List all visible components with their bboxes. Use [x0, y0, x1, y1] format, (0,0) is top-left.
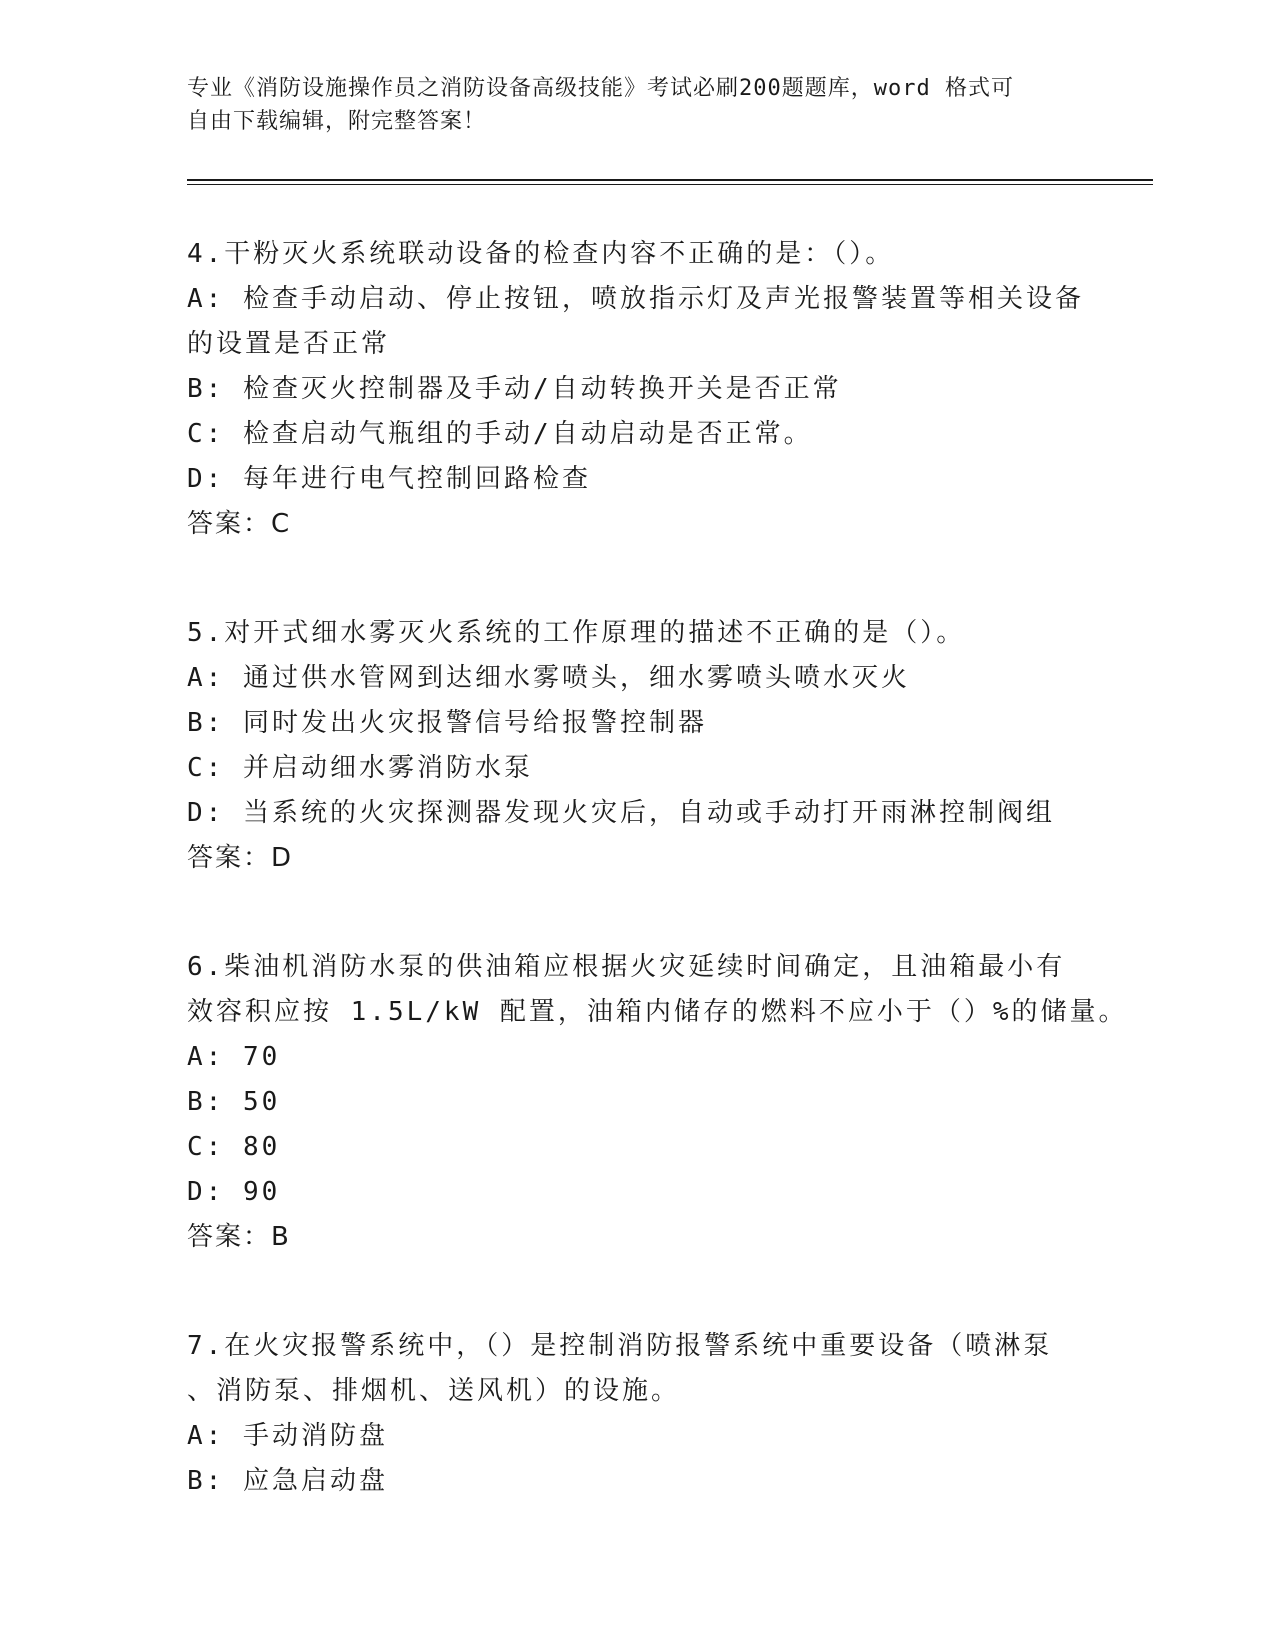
- option-a-continued: 的设置是否正常: [187, 329, 391, 359]
- answer-label: 答案：C: [187, 509, 292, 539]
- document-header: [187, 72, 1067, 138]
- header-line-2: 自由下载编辑，附完整答案！: [187, 109, 487, 134]
- option-b: B: 同时发出火灾报警信号给报警控制器: [187, 708, 707, 738]
- option-c: C: 检查启动气瓶组的手动/自动启动是否正常。: [187, 419, 813, 449]
- option-b: B: 50: [187, 1087, 281, 1117]
- question-stem: 6.柴油机消防水泵的供油箱应根据火灾延续时间确定，且油箱最小有: [187, 952, 1066, 982]
- option-c: C: 80: [187, 1132, 281, 1162]
- question-spacer: [187, 1260, 1127, 1324]
- question-list: [187, 232, 1127, 1504]
- option-d: D: 90: [187, 1177, 281, 1207]
- question-stem: 4.干粉灭火系统联动设备的检查内容不正确的是：（）。: [187, 239, 895, 269]
- question-spacer: [187, 547, 1127, 611]
- option-b: B: 检查灭火控制器及手动/自动转换开关是否正常: [187, 374, 842, 404]
- answer-label: 答案：B: [187, 1222, 291, 1252]
- header-divider-thin: [187, 184, 1153, 185]
- question-stem-continued: 效容积应按 1.5L/kW 配置，油箱内储存的燃料不应小于（）%的储量。: [187, 997, 1128, 1027]
- question-item: [187, 1324, 1127, 1504]
- option-a: A: 检查手动启动、停止按钮，喷放指示灯及声光报警装置等相关设备: [187, 284, 1084, 314]
- option-a: A: 手动消防盘: [187, 1421, 388, 1451]
- question-item: [187, 611, 1127, 881]
- question-item: [187, 232, 1127, 547]
- answer-label: 答案：D: [187, 843, 294, 873]
- option-a: A: 通过供水管网到达细水雾喷头，细水雾喷头喷水灭火: [187, 663, 910, 693]
- question-spacer: [187, 881, 1127, 945]
- option-c: C: 并启动细水雾消防水泵: [187, 753, 533, 783]
- question-stem-continued: 、消防泵、排烟机、送风机）的设施。: [187, 1376, 681, 1406]
- option-b: B: 应急启动盘: [187, 1466, 388, 1496]
- option-d: D: 当系统的火灾探测器发现火灾后，自动或手动打开雨淋控制阀组: [187, 798, 1055, 828]
- question-stem: 5.对开式细水雾灭火系统的工作原理的描述不正确的是（）。: [187, 618, 966, 648]
- option-a: A: 70: [187, 1042, 281, 1072]
- question-stem: 7.在火灾报警系统中，（）是控制消防报警系统中重要设备（喷淋泵: [187, 1331, 1053, 1361]
- header-line-1: 专业《消防设施操作员之消防设备高级技能》考试必刷200题题库，word 格式可: [187, 76, 1014, 101]
- option-d: D: 每年进行电气控制回路检查: [187, 464, 591, 494]
- header-divider-thick: [187, 179, 1153, 181]
- question-item: [187, 945, 1127, 1260]
